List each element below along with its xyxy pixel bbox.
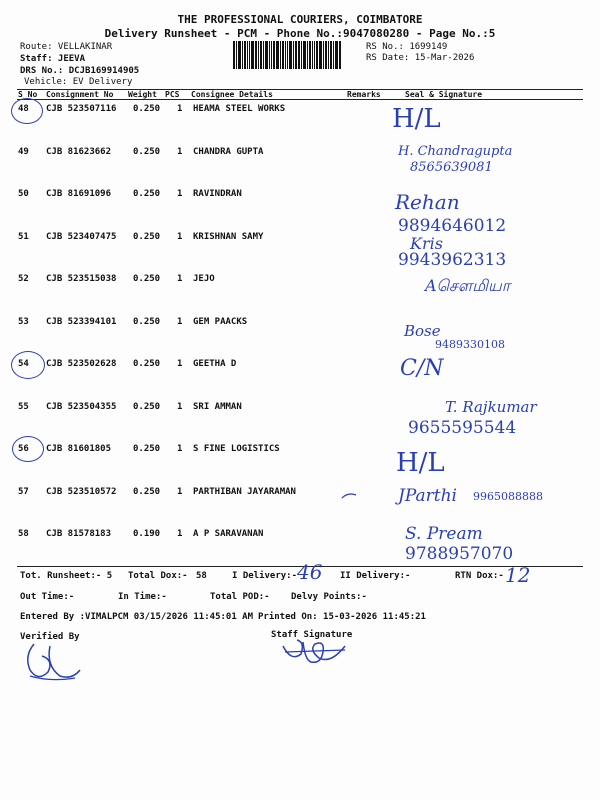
vehicle-label: Vehicle: EV Delivery [24,77,133,87]
row-pcs: 1 [177,147,183,157]
row-weight: 0.250 [133,487,161,497]
row-consignee: KRISHNAN SAMY [193,232,264,242]
row-consignee: HEAMA STEEL WORKS [193,104,286,114]
document-subtitle: Delivery Runsheet - PCM - Phone No.:9047080280 - Page No.:5 [104,27,496,40]
row-consignee: RAVINDRAN [193,189,242,199]
col-remarks: Remarks [347,90,381,99]
rtn-dox-handwritten: 12 [505,563,531,587]
signature-row-50: Rehan [395,190,460,214]
printed-on: Printed On: 15-03-2026 11:45:21 [258,612,426,622]
row-sno: 54 [18,359,29,369]
rtn-dox-label: RTN Dox:- [455,571,504,581]
row-sno: 52 [18,274,29,284]
row-sno: 50 [18,189,29,199]
signature-row-56: H/L [396,448,445,478]
delvy-points: Delvy Points:- [291,592,367,602]
row-57-remark-mark [340,490,360,502]
row-pcs: 1 [177,274,183,284]
col-weight: Weight [128,90,157,99]
row-weight: 0.250 [133,232,161,242]
ii-delivery-label: II Delivery:- [340,571,411,581]
row-consignment: CJB 523504355 [46,402,117,412]
row-consignment: CJB 523502628 [46,359,117,369]
table-row [0,444,600,486]
col-signature: Seal & Signature [405,90,483,99]
table-row [0,317,600,359]
row-consignee: GEETHA D [193,359,237,369]
row-consignment: CJB 523507116 [46,104,117,114]
staff-signature-label: Staff Signature [271,630,353,640]
row-sno: 55 [18,402,29,412]
i-delivery-label: I Delivery:- [232,571,298,581]
signature-row-48: H/L [392,104,441,134]
row-weight: 0.250 [133,317,161,327]
barcode [233,41,361,69]
row-weight: 0.250 [133,359,161,369]
row-sno: 56 [18,444,29,454]
staff-signature-mark [275,632,355,672]
out-time: Out Time:- [20,592,75,602]
row-consignment: CJB 81601805 [46,444,112,454]
row-sno: 58 [18,529,29,539]
signature-row-57: JParthi [398,486,457,506]
row-consignment: CJB 523515038 [46,274,117,284]
signature-row-53: Bose [404,322,441,340]
table-row [0,104,600,146]
verifier-signature [20,636,90,686]
row-pcs: 1 [177,402,183,412]
row-pcs: 1 [177,232,183,242]
col-consignment: Consignment No [46,90,114,99]
row-weight: 0.250 [133,402,161,412]
row-weight: 0.250 [133,147,161,157]
row-consignment: CJB 81578183 [46,529,112,539]
total-dox-value: 58 [196,571,207,581]
row-consignee: SRI AMMAN [193,402,242,412]
i-delivery-handwritten: 46 [297,560,323,584]
row-sno: 49 [18,147,29,157]
document-title: THE PROFESSIONAL COURIERS, COIMBATORE [177,13,423,26]
row-consignment: CJB 81691096 [46,189,112,199]
signature-row-53-phone: 9489330108 [435,338,505,351]
signature-row-50-phone: 9894646012 [398,216,507,236]
staff-label: Staff: JEEVA [20,54,86,64]
row-consignee: S FINE LOGISTICS [193,444,280,454]
row-consignment: CJB 523510572 [46,487,117,497]
row-consignment: CJB 523407475 [46,232,117,242]
signature-row-58: S. Pream [405,524,483,544]
row-pcs: 1 [177,359,183,369]
row-48-circle-mark [11,98,43,124]
row-pcs: 1 [177,444,183,454]
tot-runsheet: Tot. Runsheet:- 5 [20,571,113,581]
row-weight: 0.190 [133,529,161,539]
total-dox-label: Total Dox:- [128,571,188,581]
table-row [0,189,600,231]
row-consignee: GEM PAACKS [193,317,248,327]
verified-by-label: Verified By [20,632,80,642]
signature-row-49-phone: 8565639081 [410,160,493,175]
row-weight: 0.250 [133,189,161,199]
table-row [0,359,600,401]
row-pcs: 1 [177,189,183,199]
col-sno: S No [18,90,38,99]
signature-row-51-phone: 9943962313 [398,250,507,270]
table-row [0,232,600,274]
row-consignment: CJB 81623662 [46,147,112,157]
table-header-rule [17,99,583,100]
col-pcs: PCS [165,90,180,99]
col-consignee: Consignee Details [191,90,273,99]
row-weight: 0.250 [133,274,161,284]
row-weight: 0.250 [133,444,161,454]
signature-row-58-phone: 9788957070 [405,544,514,564]
row-pcs: 1 [177,529,183,539]
row-pcs: 1 [177,317,183,327]
row-sno: 57 [18,487,29,497]
row-consignment: CJB 523394101 [46,317,117,327]
row-sno: 51 [18,232,29,242]
row-54-circle-mark [11,351,45,379]
row-weight: 0.250 [133,104,161,114]
signature-row-49: H. Chandragupta [398,144,513,159]
in-time: In Time:- [118,592,167,602]
signature-row-51: Kris [410,234,443,253]
row-consignee: JEJO [193,274,215,284]
rs-date: RS Date: 15-Mar-2026 [366,53,475,63]
entered-by: Entered By :VIMALPCM 03/15/2026 11:45:01 AM [20,612,253,622]
row-pcs: 1 [177,487,183,497]
row-consignee: PARTHIBAN JAYARAMAN [193,487,296,497]
row-pcs: 1 [177,104,183,114]
route-label: Route: VELLAKINAR [20,42,113,52]
row-consignee: A P SARAVANAN [193,529,264,539]
signature-row-57-phone: 9965088888 [473,490,543,503]
row-sno: 48 [18,104,29,114]
total-pod: Total POD:- [210,592,270,602]
signature-row-54: C/N [400,356,444,381]
signature-row-55: T. Rajkumar [445,398,537,416]
row-56-circle-mark [12,436,44,462]
signature-row-52: Aசௌமியா [425,276,511,295]
row-consignee: CHANDRA GUPTA [193,147,264,157]
signature-row-55-phone: 9655595544 [408,418,517,438]
drs-number: DRS No.: DCJB169914905 [20,66,140,76]
rs-number: RS No.: 1699149 [366,42,448,52]
row-sno: 53 [18,317,29,327]
